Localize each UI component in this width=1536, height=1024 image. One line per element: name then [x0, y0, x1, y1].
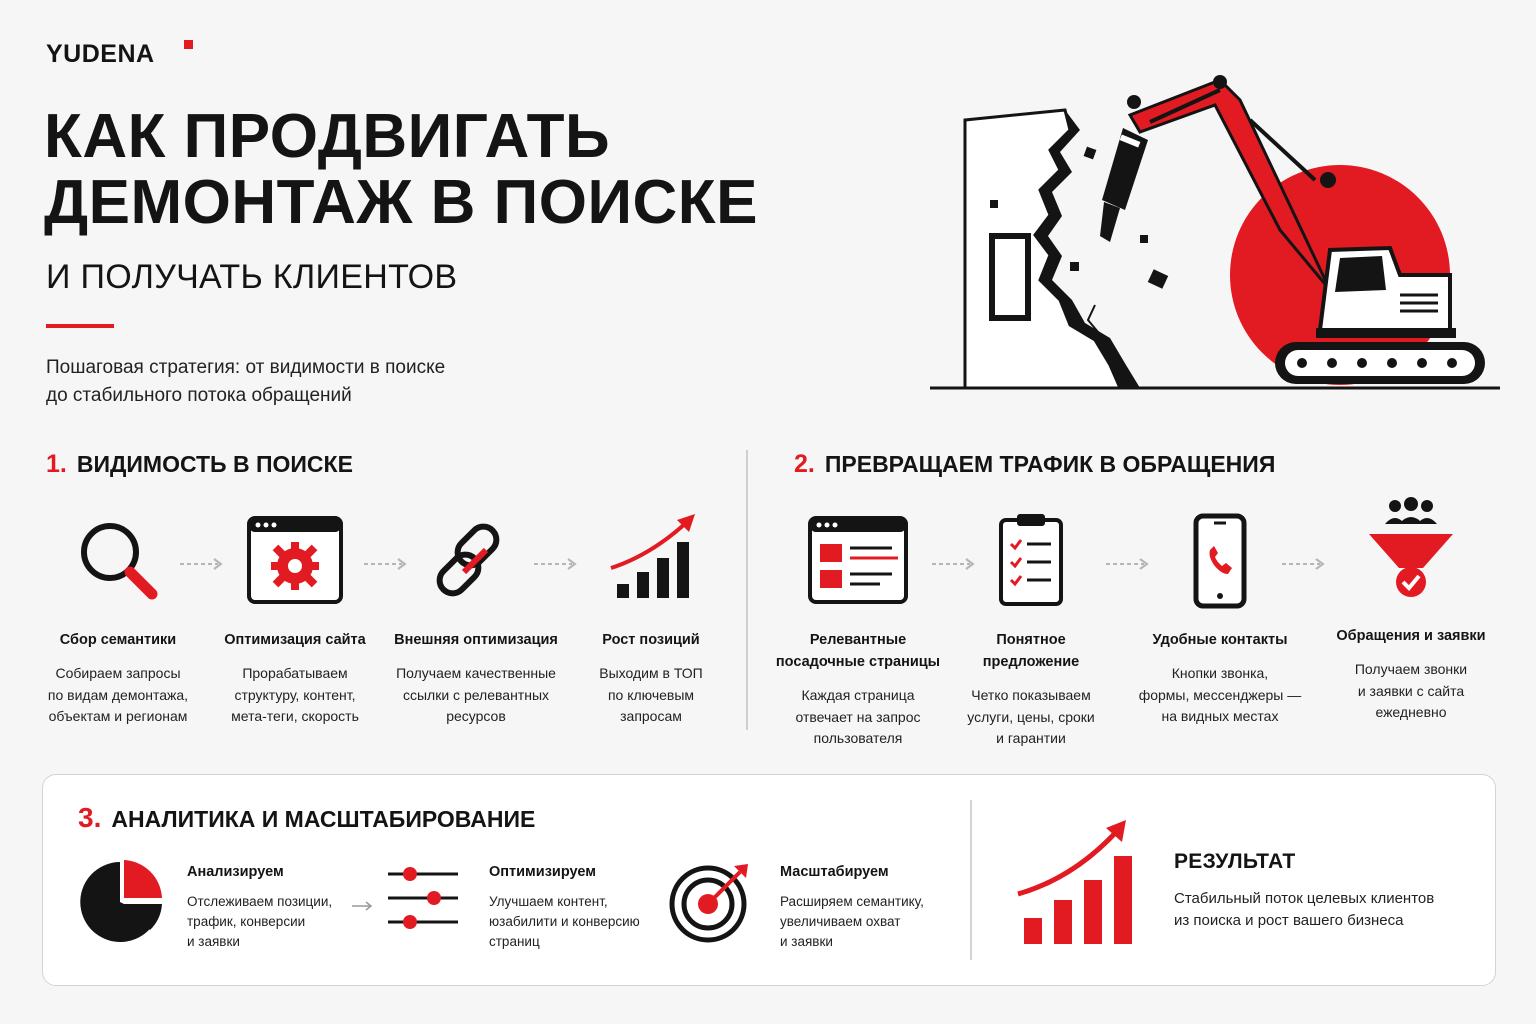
- item-desc-line: и заявки: [187, 934, 240, 949]
- item-desc-line: страниц: [489, 934, 540, 949]
- step-desc-line: и гарантии: [996, 730, 1066, 746]
- step-desc-line: мета-теги, скорость: [231, 708, 359, 724]
- result-desc: [1174, 888, 1474, 932]
- step-desc-line: и заявки с сайта: [1357, 682, 1465, 699]
- step-desc-line: услуги, цены, сроки: [967, 708, 1095, 725]
- arrow-icon: [352, 900, 374, 912]
- section-2-title: ПРЕВРАЩАЕМ ТРАФИК В ОБРАЩЕНИЯ: [824, 451, 1276, 477]
- item-desc-line: трафик, конверсии: [187, 914, 306, 929]
- step-desc-line: на видных местах: [1161, 708, 1279, 724]
- step-site-optimization: [215, 510, 375, 728]
- step-desc-line: по видам демонтажа,: [47, 686, 189, 703]
- dashed-arrow-icon: [1282, 558, 1326, 570]
- section-1-title: ВИДИМОСТЬ В ПОИСКЕ: [76, 451, 353, 477]
- dashed-arrow-icon: [534, 558, 578, 570]
- step-desc-line: Получаем качественные: [396, 665, 556, 681]
- step-external-optimization: [386, 510, 566, 728]
- step-desc-line: Кнопки звонка,: [1171, 665, 1269, 681]
- step-title: Внешняя оптимизация: [394, 632, 558, 648]
- item-desc-line: увеличиваем охват: [780, 914, 901, 929]
- step-desc-line: формы, мессенджеры —: [1138, 686, 1302, 703]
- browser-gear-icon: [245, 510, 345, 610]
- step-clear-offer: [956, 510, 1106, 750]
- clipboard-checklist-icon: [981, 510, 1081, 610]
- item-desc-line: Улучшаем контент,: [489, 894, 608, 909]
- brand-logo: YUDENA: [46, 40, 155, 68]
- step-desc-line: Получаем звонки: [1354, 661, 1468, 677]
- page-subtitle: И ПОЛУЧАТЬ КЛИЕНТОВ: [46, 258, 458, 296]
- step-position-growth: [576, 510, 726, 728]
- scale-item: [780, 864, 960, 952]
- step-desc-line: Собираем запросы: [55, 665, 181, 681]
- title-line-1: КАК ПРОДВИГАТЬ: [44, 102, 611, 171]
- step-desc-line: ежедневно: [1375, 704, 1447, 720]
- step-landing-pages: [770, 510, 946, 750]
- item-title: Масштабируем: [780, 864, 889, 880]
- step-desc-line: Четко показываем: [971, 687, 1091, 703]
- title-line-2: ДЕМОНТАЖ В ПОИСКЕ: [44, 168, 758, 237]
- section-3-number: 3.: [78, 802, 102, 833]
- growth-chart-icon: [601, 510, 701, 610]
- item-desc-line: и заявки: [780, 934, 833, 949]
- target-icon: [668, 860, 752, 944]
- item-desc-line: Расширяем семантику,: [780, 894, 924, 909]
- step-title: посадочные страницы: [775, 654, 941, 670]
- step-title: Оптимизация сайта: [224, 632, 366, 648]
- step-desc-line: ссылки с релевантных: [402, 686, 550, 703]
- item-title: Анализируем: [187, 864, 284, 880]
- section-2-number: 2.: [794, 450, 815, 478]
- item-title: Оптимизируем: [489, 864, 596, 880]
- step-desc-line: ресурсов: [446, 708, 506, 724]
- step-title: Релевантные: [809, 632, 907, 648]
- step-desc-line: отвечает на запрос: [795, 708, 921, 725]
- accent-rule: [46, 324, 114, 328]
- step-title: Удобные контакты: [1152, 632, 1288, 648]
- panel-divider: [970, 800, 972, 960]
- funnel-people-icon: [1361, 496, 1461, 610]
- item-desc-line: юзабилити и конверсию: [489, 914, 640, 929]
- step-desc-line: пользователя: [813, 730, 903, 746]
- step-leads: [1326, 496, 1496, 724]
- section-3-heading: [78, 802, 535, 834]
- section-divider: [746, 450, 748, 730]
- chain-link-icon: [426, 510, 526, 610]
- result-title: РЕЗУЛЬТАТ: [1174, 850, 1296, 873]
- step-title: Рост позиций: [602, 632, 700, 648]
- step-desc-line: Выходим в ТОП: [599, 665, 703, 681]
- landing-page-icon: [808, 510, 908, 610]
- step-desc-line: запросам: [620, 708, 682, 724]
- lead-line-1: Пошаговая стратегия: от видимости в поиске: [46, 357, 446, 378]
- section-1-heading: [46, 450, 353, 479]
- result-growth-icon: [1014, 818, 1138, 948]
- sliders-icon: [386, 862, 460, 936]
- lead-line-2: до стабильного потока обращений: [46, 385, 352, 406]
- result-desc-line: Стабильный поток целевых клиентов: [1174, 890, 1435, 907]
- phone-icon: [1170, 510, 1270, 610]
- section-2-heading: [794, 450, 1275, 479]
- step-desc-line: Каждая страница: [801, 687, 915, 703]
- section-1-number: 1.: [46, 450, 67, 478]
- page-title: [44, 104, 758, 236]
- logo-mark: [184, 40, 193, 49]
- step-title: предложение: [982, 654, 1080, 670]
- step-desc-line: структуру, контент,: [234, 686, 356, 703]
- item-desc-line: Отслеживаем позиции,: [187, 894, 333, 909]
- step-desc-line: объектам и регионам: [48, 708, 188, 724]
- magnifier-icon: [68, 510, 168, 610]
- section-3-title: АНАЛИТИКА И МАСШТАБИРОВАНИЕ: [111, 806, 536, 832]
- result-desc-line: из поиска и рост вашего бизнеса: [1174, 912, 1404, 929]
- step-title: Обращения и заявки: [1336, 628, 1486, 644]
- excavator-demolition-illustration: [920, 40, 1520, 400]
- lead-text: [46, 354, 526, 410]
- step-contacts: [1130, 510, 1310, 728]
- pie-chart-icon: [78, 860, 162, 944]
- optimize-item: [489, 864, 669, 952]
- step-title: Понятное: [996, 632, 1066, 648]
- step-semantics: [38, 510, 198, 728]
- step-title: Сбор семантики: [59, 632, 177, 648]
- analyze-item: [187, 864, 357, 952]
- step-desc-line: по ключевым: [607, 686, 695, 703]
- step-desc-line: Прорабатываем: [242, 665, 348, 681]
